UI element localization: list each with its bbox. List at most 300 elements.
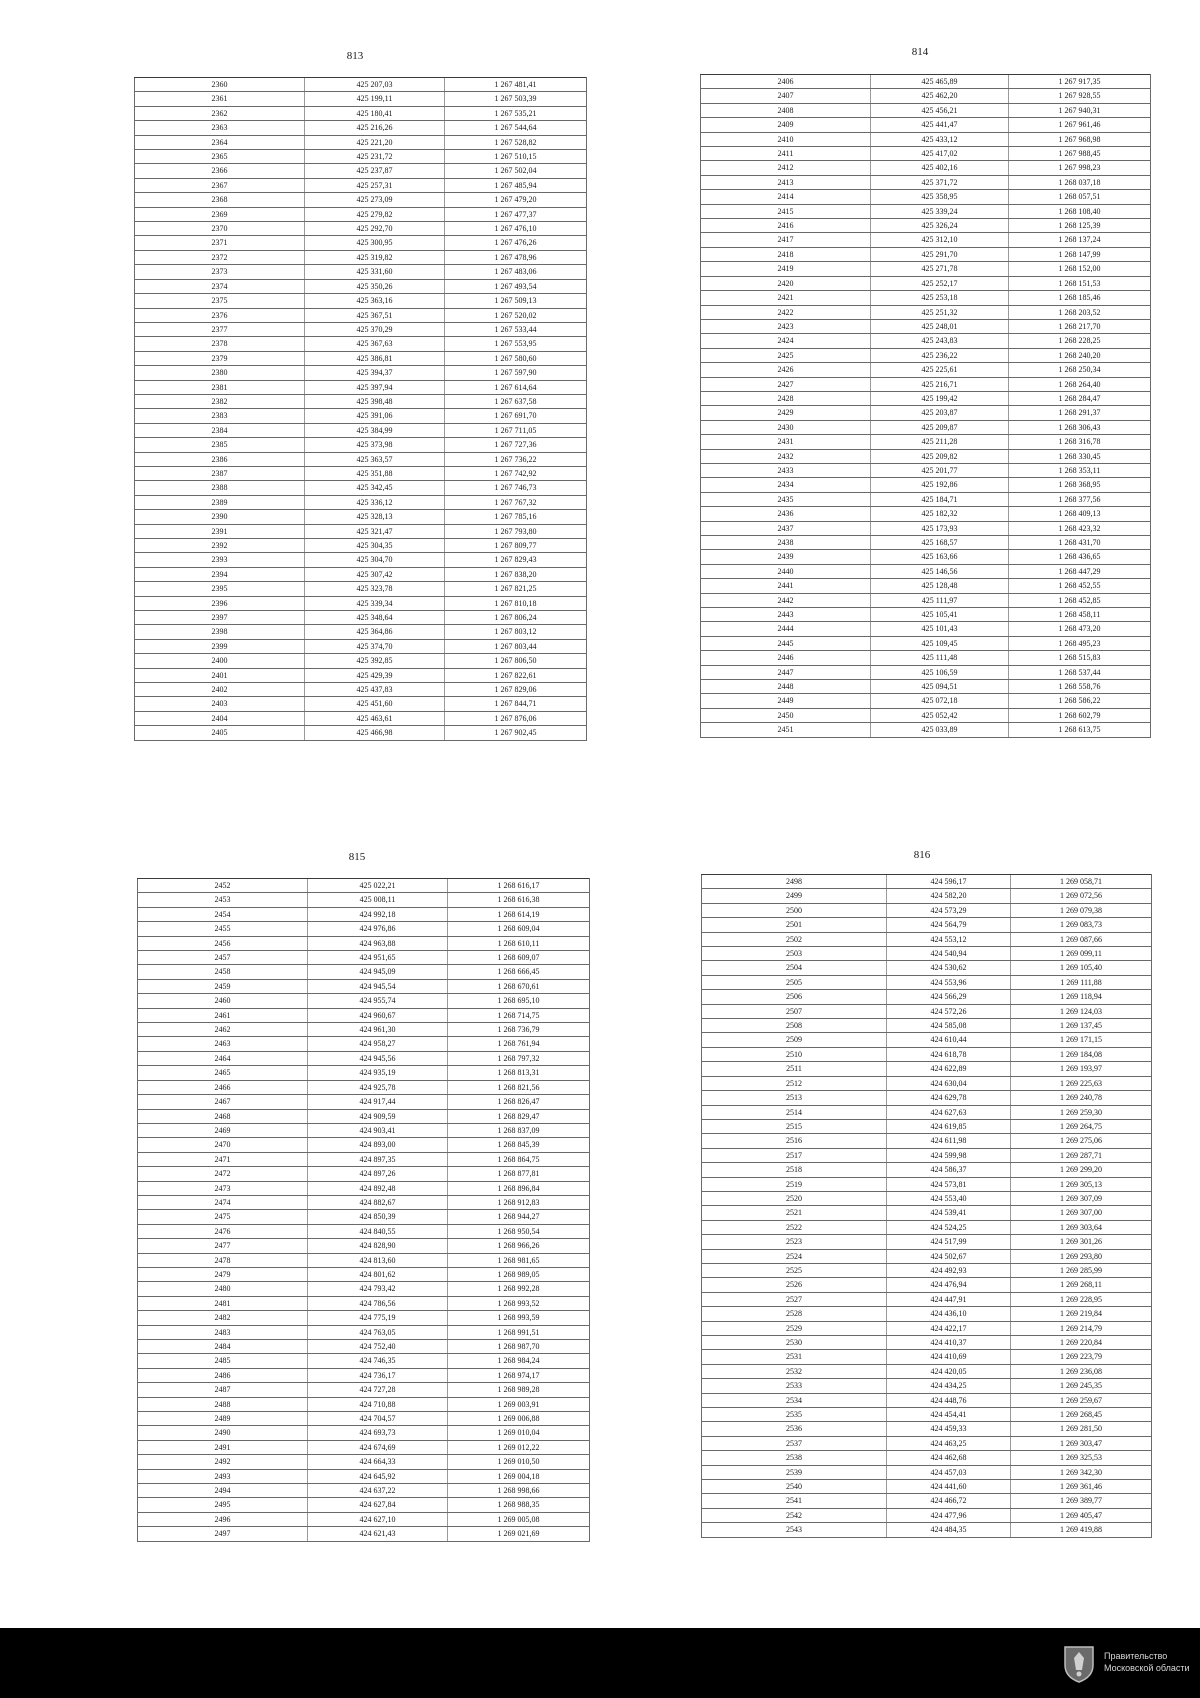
table-row <box>701 536 1151 550</box>
y-coordinate-cell: 1 268 993,52 <box>448 1296 590 1310</box>
table-row <box>701 492 1151 506</box>
x-coordinate-cell: 424 466,72 <box>887 1494 1011 1508</box>
point-number-cell: 2416 <box>701 219 871 233</box>
table-row <box>701 478 1151 492</box>
table-row <box>135 711 587 725</box>
table-row <box>701 435 1151 449</box>
point-number-cell: 2415 <box>701 204 871 218</box>
table-row <box>701 521 1151 535</box>
x-coordinate-cell: 424 441,60 <box>887 1480 1011 1494</box>
x-coordinate-cell: 425 342,45 <box>305 481 445 495</box>
x-coordinate-cell: 424 573,81 <box>887 1177 1011 1191</box>
x-coordinate-cell: 425 184,71 <box>871 492 1009 506</box>
x-coordinate-cell: 425 394,37 <box>305 366 445 380</box>
coat-of-arms-icon <box>1062 1643 1096 1683</box>
table-row <box>138 1412 590 1426</box>
point-number-cell: 2443 <box>701 608 871 622</box>
x-coordinate-cell: 424 621,43 <box>308 1527 448 1541</box>
table-row <box>138 907 590 921</box>
table-row <box>135 625 587 639</box>
table-row <box>138 1512 590 1526</box>
table-row <box>702 1321 1152 1335</box>
point-number-cell: 2410 <box>701 132 871 146</box>
table-row <box>702 903 1152 917</box>
point-number-cell: 2405 <box>135 726 305 740</box>
point-number-cell: 2536 <box>702 1422 887 1436</box>
x-coordinate-cell: 424 892,48 <box>308 1181 448 1195</box>
table-row <box>138 1440 590 1454</box>
table-row <box>701 161 1151 175</box>
table-row <box>135 466 587 480</box>
y-coordinate-cell: 1 269 259,30 <box>1011 1105 1152 1119</box>
table-row <box>135 596 587 610</box>
x-coordinate-cell: 425 248,01 <box>871 319 1009 333</box>
y-coordinate-cell: 1 268 458,11 <box>1009 608 1151 622</box>
y-coordinate-cell: 1 268 813,31 <box>448 1066 590 1080</box>
point-number-cell: 2373 <box>135 265 305 279</box>
x-coordinate-cell: 424 630,04 <box>887 1076 1011 1090</box>
table-row <box>135 366 587 380</box>
point-number-cell: 2482 <box>138 1311 308 1325</box>
point-number-cell: 2445 <box>701 636 871 650</box>
y-coordinate-cell: 1 269 307,00 <box>1011 1206 1152 1220</box>
y-coordinate-cell: 1 269 225,63 <box>1011 1076 1152 1090</box>
x-coordinate-cell: 425 201,77 <box>871 463 1009 477</box>
x-coordinate-cell: 425 398,48 <box>305 394 445 408</box>
table-row <box>138 1253 590 1267</box>
y-coordinate-cell: 1 267 793,80 <box>445 524 587 538</box>
y-coordinate-cell: 1 267 727,36 <box>445 438 587 452</box>
y-coordinate-cell: 1 268 377,56 <box>1009 492 1151 506</box>
table-row <box>135 553 587 567</box>
x-coordinate-cell: 425 182,32 <box>871 507 1009 521</box>
table-row <box>135 322 587 336</box>
x-coordinate-cell: 425 429,39 <box>305 668 445 682</box>
table-row <box>702 1494 1152 1508</box>
y-coordinate-cell: 1 267 711,05 <box>445 423 587 437</box>
point-number-cell: 2469 <box>138 1123 308 1137</box>
y-coordinate-cell: 1 269 184,08 <box>1011 1047 1152 1061</box>
y-coordinate-cell: 1 268 998,66 <box>448 1484 590 1498</box>
table-row <box>701 247 1151 261</box>
x-coordinate-cell: 425 146,56 <box>871 564 1009 578</box>
x-coordinate-cell: 424 752,40 <box>308 1340 448 1354</box>
x-coordinate-cell: 424 517,99 <box>887 1235 1011 1249</box>
table-row <box>702 1249 1152 1263</box>
x-coordinate-cell: 425 462,20 <box>871 89 1009 103</box>
table-row <box>702 932 1152 946</box>
table-row <box>135 337 587 351</box>
y-coordinate-cell: 1 268 515,83 <box>1009 651 1151 665</box>
point-number-cell: 2448 <box>701 680 871 694</box>
table-row <box>135 438 587 452</box>
y-coordinate-cell: 1 267 742,92 <box>445 466 587 480</box>
y-coordinate-cell: 1 268 250,34 <box>1009 363 1151 377</box>
table-row <box>702 1408 1152 1422</box>
y-coordinate-cell: 1 267 785,16 <box>445 510 587 524</box>
x-coordinate-cell: 425 363,57 <box>305 452 445 466</box>
point-number-cell: 2406 <box>701 75 871 89</box>
table-row <box>701 377 1151 391</box>
y-coordinate-cell: 1 268 864,75 <box>448 1152 590 1166</box>
point-number-cell: 2389 <box>135 495 305 509</box>
x-coordinate-cell: 425 271,78 <box>871 262 1009 276</box>
x-coordinate-cell: 424 596,17 <box>887 875 1011 889</box>
x-coordinate-cell: 424 434,25 <box>887 1379 1011 1393</box>
x-coordinate-cell: 425 231,72 <box>305 150 445 164</box>
point-number-cell: 2425 <box>701 348 871 362</box>
point-number-cell: 2508 <box>702 1019 887 1033</box>
y-coordinate-cell: 1 268 614,19 <box>448 907 590 921</box>
x-coordinate-cell: 424 410,37 <box>887 1336 1011 1350</box>
table-row <box>135 150 587 164</box>
y-coordinate-cell: 1 267 998,23 <box>1009 161 1151 175</box>
table-row <box>135 265 587 279</box>
table-row <box>135 668 587 682</box>
y-coordinate-cell: 1 267 510,15 <box>445 150 587 164</box>
x-coordinate-cell: 424 935,19 <box>308 1066 448 1080</box>
x-coordinate-cell: 425 312,10 <box>871 233 1009 247</box>
point-number-cell: 2470 <box>138 1138 308 1152</box>
table-row <box>135 164 587 178</box>
y-coordinate-cell: 1 269 419,88 <box>1011 1523 1152 1537</box>
point-number-cell: 2495 <box>138 1498 308 1512</box>
table-row <box>701 420 1151 434</box>
point-number-cell: 2477 <box>138 1239 308 1253</box>
x-coordinate-cell: 425 111,97 <box>871 593 1009 607</box>
point-number-cell: 2511 <box>702 1062 887 1076</box>
table-row <box>702 1263 1152 1277</box>
x-coordinate-cell: 425 402,16 <box>871 161 1009 175</box>
table-row <box>138 1397 590 1411</box>
point-number-cell: 2513 <box>702 1091 887 1105</box>
y-coordinate-cell: 1 269 220,84 <box>1011 1336 1152 1350</box>
y-coordinate-cell: 1 268 368,95 <box>1009 478 1151 492</box>
point-number-cell: 2402 <box>135 683 305 697</box>
point-number-cell: 2413 <box>701 175 871 189</box>
x-coordinate-cell: 424 960,67 <box>308 1008 448 1022</box>
table-row <box>135 351 587 365</box>
table-row <box>135 510 587 524</box>
table-row <box>138 1267 590 1281</box>
point-number-cell: 2386 <box>135 452 305 466</box>
point-number-cell: 2401 <box>135 668 305 682</box>
table-row <box>702 1148 1152 1162</box>
table-row <box>702 1451 1152 1465</box>
point-number-cell: 2380 <box>135 366 305 380</box>
table-row <box>702 1033 1152 1047</box>
x-coordinate-cell: 424 566,29 <box>887 990 1011 1004</box>
y-coordinate-cell: 1 267 614,64 <box>445 380 587 394</box>
point-number-cell: 2519 <box>702 1177 887 1191</box>
point-number-cell: 2540 <box>702 1480 887 1494</box>
x-coordinate-cell: 425 180,41 <box>305 106 445 120</box>
table-row <box>135 236 587 250</box>
x-coordinate-cell: 425 364,86 <box>305 625 445 639</box>
y-coordinate-cell: 1 267 528,82 <box>445 135 587 149</box>
x-coordinate-cell: 425 367,51 <box>305 308 445 322</box>
point-number-cell: 2423 <box>701 319 871 333</box>
y-coordinate-cell: 1 268 558,76 <box>1009 680 1151 694</box>
y-coordinate-cell: 1 268 152,00 <box>1009 262 1151 276</box>
point-number-cell: 2517 <box>702 1148 887 1162</box>
table-row <box>702 1047 1152 1061</box>
x-coordinate-cell: 424 840,55 <box>308 1224 448 1238</box>
y-coordinate-cell: 1 267 876,06 <box>445 711 587 725</box>
y-coordinate-cell: 1 268 353,11 <box>1009 463 1151 477</box>
x-coordinate-cell: 425 451,60 <box>305 697 445 711</box>
x-coordinate-cell: 425 456,21 <box>871 103 1009 117</box>
point-number-cell: 2461 <box>138 1008 308 1022</box>
y-coordinate-cell: 1 267 509,13 <box>445 294 587 308</box>
point-number-cell: 2362 <box>135 106 305 120</box>
point-number-cell: 2417 <box>701 233 871 247</box>
y-coordinate-cell: 1 268 992,28 <box>448 1282 590 1296</box>
x-coordinate-cell: 424 746,35 <box>308 1354 448 1368</box>
point-number-cell: 2366 <box>135 164 305 178</box>
point-number-cell: 2525 <box>702 1263 887 1277</box>
y-coordinate-cell: 1 269 268,11 <box>1011 1278 1152 1292</box>
y-coordinate-cell: 1 269 137,45 <box>1011 1019 1152 1033</box>
x-coordinate-cell: 425 371,72 <box>871 175 1009 189</box>
point-number-cell: 2491 <box>138 1440 308 1454</box>
point-number-cell: 2363 <box>135 121 305 135</box>
x-coordinate-cell: 425 109,45 <box>871 636 1009 650</box>
y-coordinate-cell: 1 267 928,55 <box>1009 89 1151 103</box>
y-coordinate-cell: 1 268 495,23 <box>1009 636 1151 650</box>
table-row <box>702 1004 1152 1018</box>
y-coordinate-cell: 1 268 609,07 <box>448 951 590 965</box>
table-row <box>701 622 1151 636</box>
point-number-cell: 2467 <box>138 1095 308 1109</box>
x-coordinate-cell: 424 454,41 <box>887 1408 1011 1422</box>
point-number-cell: 2479 <box>138 1267 308 1281</box>
table-row <box>702 918 1152 932</box>
x-coordinate-cell: 424 645,92 <box>308 1469 448 1483</box>
x-coordinate-cell: 424 704,57 <box>308 1412 448 1426</box>
table-row <box>138 1239 590 1253</box>
x-coordinate-cell: 424 484,35 <box>887 1523 1011 1537</box>
y-coordinate-cell: 1 269 214,79 <box>1011 1321 1152 1335</box>
point-number-cell: 2480 <box>138 1282 308 1296</box>
point-number-cell: 2371 <box>135 236 305 250</box>
table-row <box>701 406 1151 420</box>
y-coordinate-cell: 1 267 476,10 <box>445 222 587 236</box>
table-row <box>701 680 1151 694</box>
x-coordinate-cell: 425 052,42 <box>871 708 1009 722</box>
y-coordinate-cell: 1 268 991,51 <box>448 1325 590 1339</box>
y-coordinate-cell: 1 269 171,15 <box>1011 1033 1152 1047</box>
y-coordinate-cell: 1 268 966,26 <box>448 1239 590 1253</box>
point-number-cell: 2429 <box>701 406 871 420</box>
y-coordinate-cell: 1 268 616,38 <box>448 893 590 907</box>
y-coordinate-cell: 1 268 695,10 <box>448 994 590 1008</box>
table-row <box>138 1383 590 1397</box>
y-coordinate-cell: 1 269 342,30 <box>1011 1465 1152 1479</box>
y-coordinate-cell: 1 267 746,73 <box>445 481 587 495</box>
point-number-cell: 2518 <box>702 1163 887 1177</box>
x-coordinate-cell: 424 925,78 <box>308 1080 448 1094</box>
x-coordinate-cell: 424 710,88 <box>308 1397 448 1411</box>
x-coordinate-cell: 425 463,61 <box>305 711 445 725</box>
x-coordinate-cell: 425 257,31 <box>305 178 445 192</box>
table-row <box>135 380 587 394</box>
y-coordinate-cell: 1 268 316,78 <box>1009 435 1151 449</box>
point-number-cell: 2538 <box>702 1451 887 1465</box>
point-number-cell: 2398 <box>135 625 305 639</box>
point-number-cell: 2490 <box>138 1426 308 1440</box>
table-row <box>138 1498 590 1512</box>
x-coordinate-cell: 425 304,35 <box>305 539 445 553</box>
x-coordinate-cell: 424 463,25 <box>887 1436 1011 1450</box>
table-row <box>135 308 587 322</box>
y-coordinate-cell: 1 267 503,39 <box>445 92 587 106</box>
y-coordinate-cell: 1 268 151,53 <box>1009 276 1151 290</box>
y-coordinate-cell: 1 268 602,79 <box>1009 708 1151 722</box>
x-coordinate-cell: 425 307,42 <box>305 567 445 581</box>
point-number-cell: 2521 <box>702 1206 887 1220</box>
point-number-cell: 2435 <box>701 492 871 506</box>
y-coordinate-cell: 1 267 533,44 <box>445 322 587 336</box>
y-coordinate-cell: 1 268 291,37 <box>1009 406 1151 420</box>
x-coordinate-cell: 424 436,10 <box>887 1307 1011 1321</box>
x-coordinate-cell: 425 072,18 <box>871 694 1009 708</box>
table-row <box>701 305 1151 319</box>
point-number-cell: 2378 <box>135 337 305 351</box>
table-row <box>702 1364 1152 1378</box>
y-coordinate-cell: 1 268 537,44 <box>1009 665 1151 679</box>
table-row <box>702 889 1152 903</box>
table-row <box>701 118 1151 132</box>
point-number-cell: 2381 <box>135 380 305 394</box>
x-coordinate-cell: 424 422,17 <box>887 1321 1011 1335</box>
point-number-cell: 2430 <box>701 420 871 434</box>
y-coordinate-cell: 1 268 896,84 <box>448 1181 590 1195</box>
y-coordinate-cell: 1 269 079,38 <box>1011 903 1152 917</box>
y-coordinate-cell: 1 267 637,58 <box>445 394 587 408</box>
x-coordinate-cell: 424 674,69 <box>308 1440 448 1454</box>
table-row <box>702 990 1152 1004</box>
page-number-815: 815 <box>348 851 366 863</box>
table-row <box>138 951 590 965</box>
y-coordinate-cell: 1 268 330,45 <box>1009 449 1151 463</box>
y-coordinate-cell: 1 267 917,35 <box>1009 75 1151 89</box>
table-row <box>138 1311 590 1325</box>
point-number-cell: 2436 <box>701 507 871 521</box>
table-row <box>138 1354 590 1368</box>
point-number-cell: 2392 <box>135 539 305 553</box>
y-coordinate-cell: 1 267 483,06 <box>445 265 587 279</box>
point-number-cell: 2404 <box>135 711 305 725</box>
x-coordinate-cell: 425 216,71 <box>871 377 1009 391</box>
x-coordinate-cell: 424 909,59 <box>308 1109 448 1123</box>
table-row <box>135 106 587 120</box>
point-number-cell: 2414 <box>701 190 871 204</box>
x-coordinate-cell: 425 292,70 <box>305 222 445 236</box>
table-row <box>138 1167 590 1181</box>
y-coordinate-cell: 1 269 012,22 <box>448 1440 590 1454</box>
table-row <box>701 507 1151 521</box>
x-coordinate-cell: 424 828,90 <box>308 1239 448 1253</box>
y-coordinate-cell: 1 267 476,26 <box>445 236 587 250</box>
point-number-cell: 2507 <box>702 1004 887 1018</box>
x-coordinate-cell: 425 374,70 <box>305 639 445 653</box>
table-row <box>138 1066 590 1080</box>
x-coordinate-cell: 425 209,87 <box>871 420 1009 434</box>
x-coordinate-cell: 424 955,74 <box>308 994 448 1008</box>
table-row <box>701 175 1151 189</box>
table-row <box>701 334 1151 348</box>
table-row <box>701 89 1151 103</box>
point-number-cell: 2383 <box>135 409 305 423</box>
y-coordinate-cell: 1 267 968,98 <box>1009 132 1151 146</box>
table-row <box>701 291 1151 305</box>
point-number-cell: 2412 <box>701 161 871 175</box>
y-coordinate-cell: 1 269 299,20 <box>1011 1163 1152 1177</box>
y-coordinate-cell: 1 269 111,88 <box>1011 975 1152 989</box>
x-coordinate-cell: 424 903,41 <box>308 1123 448 1137</box>
table-row <box>135 222 587 236</box>
point-number-cell: 2535 <box>702 1408 887 1422</box>
x-coordinate-cell: 425 350,26 <box>305 279 445 293</box>
table-row <box>701 651 1151 665</box>
point-number-cell: 2456 <box>138 936 308 950</box>
y-coordinate-cell: 1 269 083,73 <box>1011 918 1152 932</box>
y-coordinate-cell: 1 267 988,45 <box>1009 147 1151 161</box>
y-coordinate-cell: 1 269 389,77 <box>1011 1494 1152 1508</box>
table-row <box>138 1210 590 1224</box>
x-coordinate-cell: 425 392,85 <box>305 654 445 668</box>
table-row <box>702 1508 1152 1522</box>
table-row <box>138 1469 590 1483</box>
y-coordinate-cell: 1 269 240,78 <box>1011 1091 1152 1105</box>
point-number-cell: 2523 <box>702 1235 887 1249</box>
table-row <box>701 147 1151 161</box>
point-number-cell: 2526 <box>702 1278 887 1292</box>
point-number-cell: 2494 <box>138 1484 308 1498</box>
y-coordinate-cell: 1 269 006,88 <box>448 1412 590 1426</box>
x-coordinate-cell: 424 727,28 <box>308 1383 448 1397</box>
point-number-cell: 2432 <box>701 449 871 463</box>
y-coordinate-cell: 1 267 822,61 <box>445 668 587 682</box>
y-coordinate-cell: 1 268 409,13 <box>1009 507 1151 521</box>
x-coordinate-cell: 424 622,89 <box>887 1062 1011 1076</box>
y-coordinate-cell: 1 268 974,17 <box>448 1368 590 1382</box>
y-coordinate-cell: 1 267 961,46 <box>1009 118 1151 132</box>
point-number-cell: 2500 <box>702 903 887 917</box>
point-number-cell: 2481 <box>138 1296 308 1310</box>
table-row <box>135 683 587 697</box>
point-number-cell: 2387 <box>135 466 305 480</box>
x-coordinate-cell: 425 336,12 <box>305 495 445 509</box>
point-number-cell: 2484 <box>138 1340 308 1354</box>
point-number-cell: 2522 <box>702 1220 887 1234</box>
point-number-cell: 2485 <box>138 1354 308 1368</box>
page-number-814: 814 <box>911 46 929 58</box>
y-coordinate-cell: 1 268 452,55 <box>1009 579 1151 593</box>
x-coordinate-cell: 424 882,67 <box>308 1195 448 1209</box>
x-coordinate-cell: 424 585,08 <box>887 1019 1011 1033</box>
x-coordinate-cell: 425 252,17 <box>871 276 1009 290</box>
x-coordinate-cell: 425 008,11 <box>308 893 448 907</box>
point-number-cell: 2455 <box>138 922 308 936</box>
x-coordinate-cell: 425 331,60 <box>305 265 445 279</box>
table-row <box>701 636 1151 650</box>
y-coordinate-cell: 1 268 950,54 <box>448 1224 590 1238</box>
x-coordinate-cell: 425 417,02 <box>871 147 1009 161</box>
table-row <box>701 204 1151 218</box>
table-row <box>701 665 1151 679</box>
